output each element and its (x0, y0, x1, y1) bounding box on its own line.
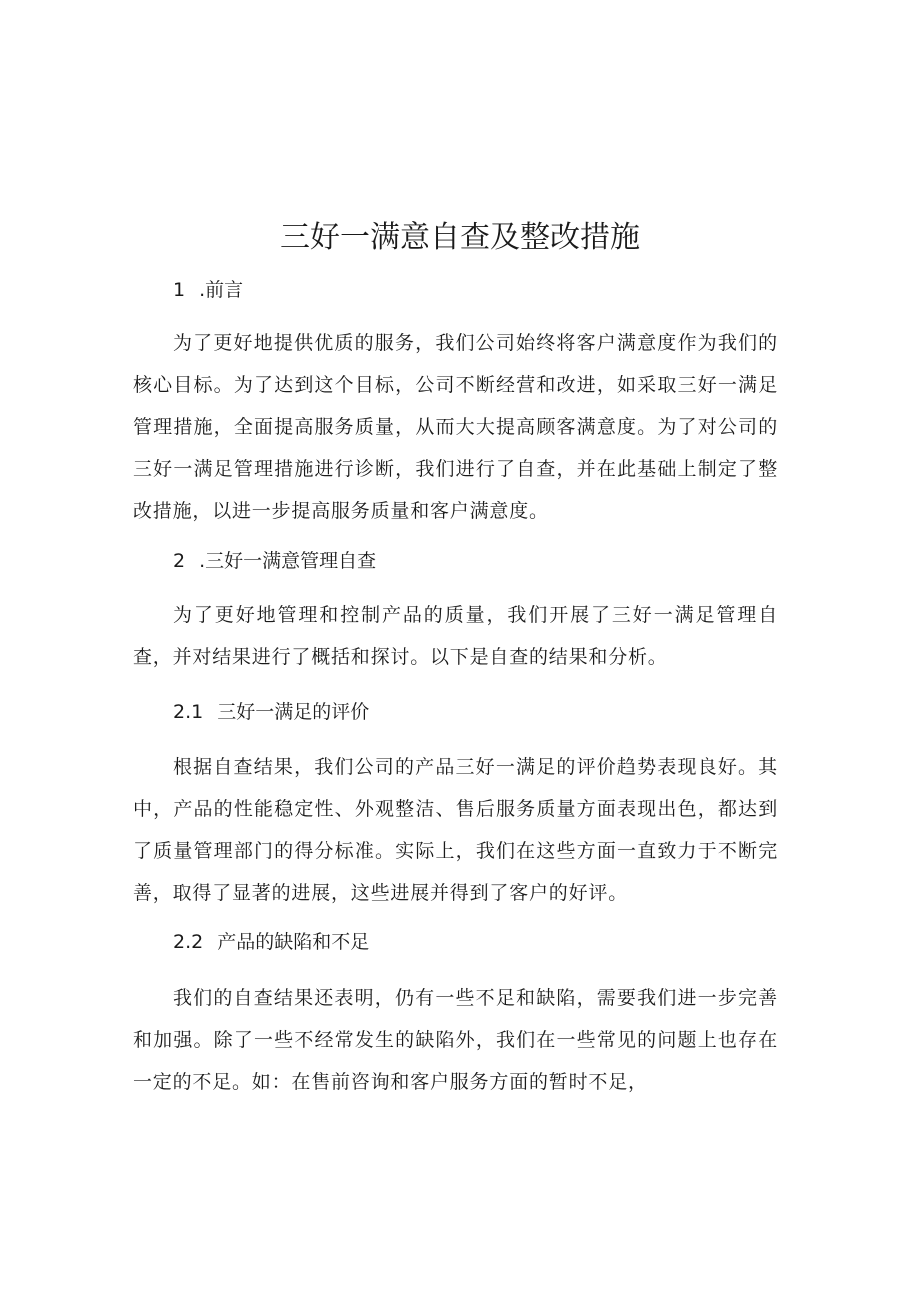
paragraph-defects: 我们的自查结果还表明，仍有一些不足和缺陷，需要我们进一步完善和加强。除了一些不经常发生的缺陷外，我们在一些常见的问题上也存在一定的不足。如：在售前咨询和客户服务方面的暂时不足， (133, 987, 778, 1093)
section-title: .三好一满意管理自查 (199, 550, 377, 572)
section-heading-2-2 (173, 928, 369, 956)
paragraph-self-check: 为了更好地管理和控制产品的质量，我们开展了三好一满足管理自查，并对结果进行了概括和探讨。以下是自查的结果和分析。 (133, 604, 778, 668)
section-title: 产品的缺陷和不足 (217, 931, 370, 953)
section-number: 2.1 (173, 701, 204, 723)
section-number: 1 (173, 279, 186, 301)
section-number: 2 (173, 550, 186, 572)
document-title: 三好一满意自查及整改措施 (280, 220, 640, 255)
paragraph-evaluation: 根据自查结果，我们公司的产品三好一满足的评价趋势表现良好。其中，产品的性能稳定性、外观整洁、售后服务质量方面表现出色，都达到了质量管理部门的得分标准。实际上，我们在这些方面一直致力于不断完善，取得了显著的进展，这些进展并得到了客户的好评。 (133, 756, 778, 904)
section-number: 2.2 (173, 931, 204, 953)
section-heading-2-1 (173, 698, 369, 726)
paragraph-intro: 为了更好地提供优质的服务，我们公司始终将客户满意度作为我们的核心目标。为了达到这个目标，公司不断经营和改进，如采取三好一满足管理措施，全面提高服务质量，从而大大提高顾客满意度。为了对公司的三好一满足管理措施进行诊断，我们进行了自查，并在此基础上制定了整改措施，以进一步提高服务质量和客户满意度。 (133, 332, 778, 522)
section-heading-2 (173, 547, 376, 575)
section-title: .前言 (199, 279, 244, 301)
section-heading-1 (173, 276, 243, 304)
section-title: 三好一满足的评价 (217, 701, 370, 723)
